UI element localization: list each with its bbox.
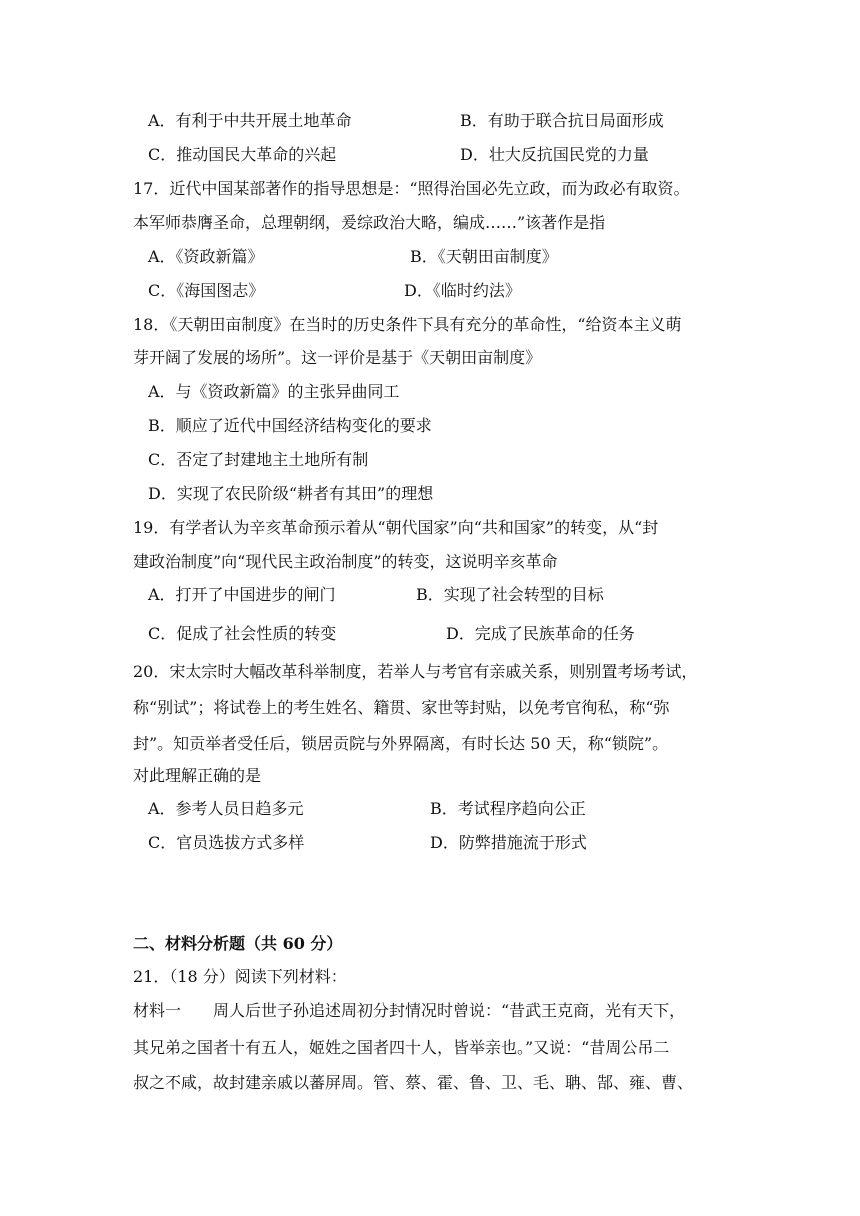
q19-option-b: B．实现了社会转型的目标: [416, 585, 604, 604]
q17-option-c: C．《海国图志》: [148, 281, 265, 300]
section-heading: 二、材料分析题（共 60 分）: [133, 934, 343, 953]
q17-stem-line1: 17．近代中国某部著作的指导思想是：“照得治国必先立政，而为政必有取资。: [133, 179, 690, 198]
q20-option-d: D．防弊措施流于形式: [430, 833, 587, 852]
q18-option-a: A．与《资政新篇》的主张异曲同工: [148, 382, 400, 401]
q18-stem-line1: 18．《天朝田亩制度》在当时的历史条件下具有充分的革命性，“给资本主义萌: [133, 315, 682, 334]
q20-stem-line4: 对此理解正确的是: [133, 766, 262, 785]
q18-option-c: C．否定了封建地主土地所有制: [148, 450, 369, 469]
q17-option-d: D．《临时约法》: [404, 281, 521, 300]
q20-option-a: A．参考人员日趋多元: [148, 799, 304, 818]
q19-option-a: A．打开了中国进步的闸门: [148, 585, 336, 604]
q20-stem-line2: 称“别试”；将试卷上的考生姓名、籍贯、家世等封贴，以免考官徇私，称“弥: [133, 698, 670, 717]
q20-option-b: B．考试程序趋向公正: [430, 799, 586, 818]
q18-stem-line2: 芽开阔了发展的场所”。这一评价是基于《天朝田亩制度》: [133, 348, 542, 367]
q17-option-b: B．《天朝田亩制度》: [410, 247, 558, 266]
q16-option-b: B．有助于联合抗日局面形成: [460, 111, 664, 130]
q21-material1-line1: 材料一 周人后世子孙追述周初分封情况时曾说：“昔武王克商，光有天下，: [133, 1001, 686, 1020]
q19-stem-line1: 19．有学者认为辛亥革命预示着从“朝代国家”向“共和国家”的转变，从“封: [133, 518, 659, 537]
q20-option-c: C．官员选拔方式多样: [148, 833, 305, 852]
q17-stem-line2: 本军师恭膺圣命，总理朝纲，爰综政治大略，编成……”该著作是指: [133, 213, 606, 232]
q21-intro: 21．（18 分）阅读下列材料：: [133, 967, 347, 986]
q21-material1-line3: 叔之不咸，故封建亲戚以蕃屏周。管、蔡、霍、鲁、卫、毛、聃、郜、雍、曹、: [133, 1073, 694, 1092]
q21-material1-line2: 其兄弟之国者十有五人，姬姓之国者四十人，皆举亲也。”又说：“昔周公吊二: [133, 1038, 670, 1057]
q19-option-c: C．促成了社会性质的转变: [148, 624, 337, 643]
q19-stem-line2: 建政治制度”向“现代民主政治制度”的转变，这说明辛亥革命: [133, 552, 558, 571]
q19-option-d: D．完成了民族革命的任务: [446, 624, 635, 643]
q20-stem-line3: 封”。知贡举者受任后，锁居贡院与外界隔离，有时长达 50 天，称“锁院”。: [133, 734, 669, 753]
q16-option-a: A．有利于中共开展土地革命: [148, 111, 352, 130]
q18-option-b: B．顺应了近代中国经济结构变化的要求: [148, 416, 432, 435]
q18-option-d: D．实现了农民阶级“耕者有其田”的理想: [148, 484, 434, 503]
q17-option-a: A．《资政新篇》: [148, 247, 264, 266]
q16-option-c: C．推动国民大革命的兴起: [148, 145, 337, 164]
q20-stem-line1: 20．宋太宗时大幅改革科举制度，若举人与考官有亲戚关系，则别置考场考试，: [133, 662, 698, 681]
q16-option-d: D．壮大反抗国民党的力量: [460, 145, 649, 164]
